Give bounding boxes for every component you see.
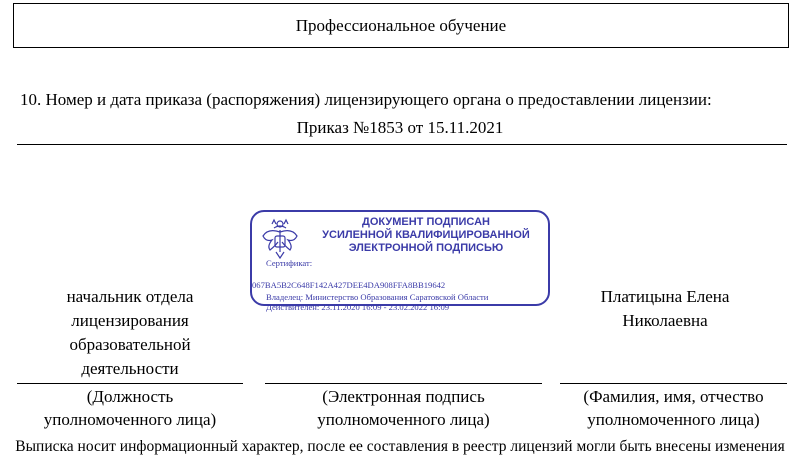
- caption-line: уполномоченного лица): [43, 410, 217, 429]
- signature-underline: [265, 383, 542, 384]
- position-line: начальник отдела: [66, 287, 194, 306]
- signature-caption: [265, 385, 542, 431]
- license-order-value: Приказ №1853 от 15.11.2021: [296, 118, 504, 137]
- stamp-heading-line: ДОКУМЕНТ ПОДПИСАН: [362, 216, 490, 228]
- stamp-owner: Владелец: Министерство Образования Саратовской Области: [266, 292, 489, 302]
- license-order-label: 10. Номер и дата приказа (распоряжения) лицензирующего органа о предоставлении лицензии:: [20, 90, 712, 109]
- stamp-heading: [308, 216, 544, 255]
- caption-line: (Фамилия, имя, отчество: [583, 387, 764, 406]
- electronic-signature-stamp: [250, 210, 550, 312]
- caption-line: уполномоченного лица): [587, 410, 760, 429]
- order-underline: [17, 144, 787, 145]
- coat-of-arms-icon: [260, 218, 300, 262]
- caption-line: (Должность: [86, 387, 174, 406]
- position-caption: [17, 385, 243, 431]
- name-underline: [560, 383, 787, 384]
- position-line: деятельности: [81, 359, 179, 378]
- stamp-heading-line: УСИЛЕННОЙ КВАЛИФИЦИРОВАННОЙ: [322, 229, 530, 241]
- position-line: образовательной: [69, 335, 191, 354]
- position-line: лицензирования: [71, 311, 189, 330]
- name-caption: [560, 385, 787, 431]
- section-title: Профессиональное обучение: [295, 15, 507, 35]
- signer-name: [560, 285, 770, 333]
- signer-position: [20, 285, 240, 381]
- section-title-box: [13, 3, 789, 48]
- name-line: Платицына Елена: [600, 287, 730, 306]
- certificate-number: 067BA5B2C648F142A427DEE4DA908FFA8BB19642: [252, 280, 446, 290]
- stamp-validity: Действителен: 23.11.2020 16:09 - 23.02.2022 16:09: [266, 302, 450, 312]
- footer-note: Выписка носит информационный характер, после ее составления в реестр лицензий могли быть внесены изменения: [15, 438, 785, 455]
- certificate-label: Сертификат:: [266, 258, 313, 268]
- caption-line: (Электронная подпись: [322, 387, 485, 406]
- stamp-heading-line: ЭЛЕКТРОННОЙ ПОДПИСЬЮ: [348, 242, 504, 254]
- name-line: Николаевна: [622, 311, 708, 330]
- position-underline: [17, 383, 243, 384]
- caption-line: уполномоченного лица): [317, 410, 490, 429]
